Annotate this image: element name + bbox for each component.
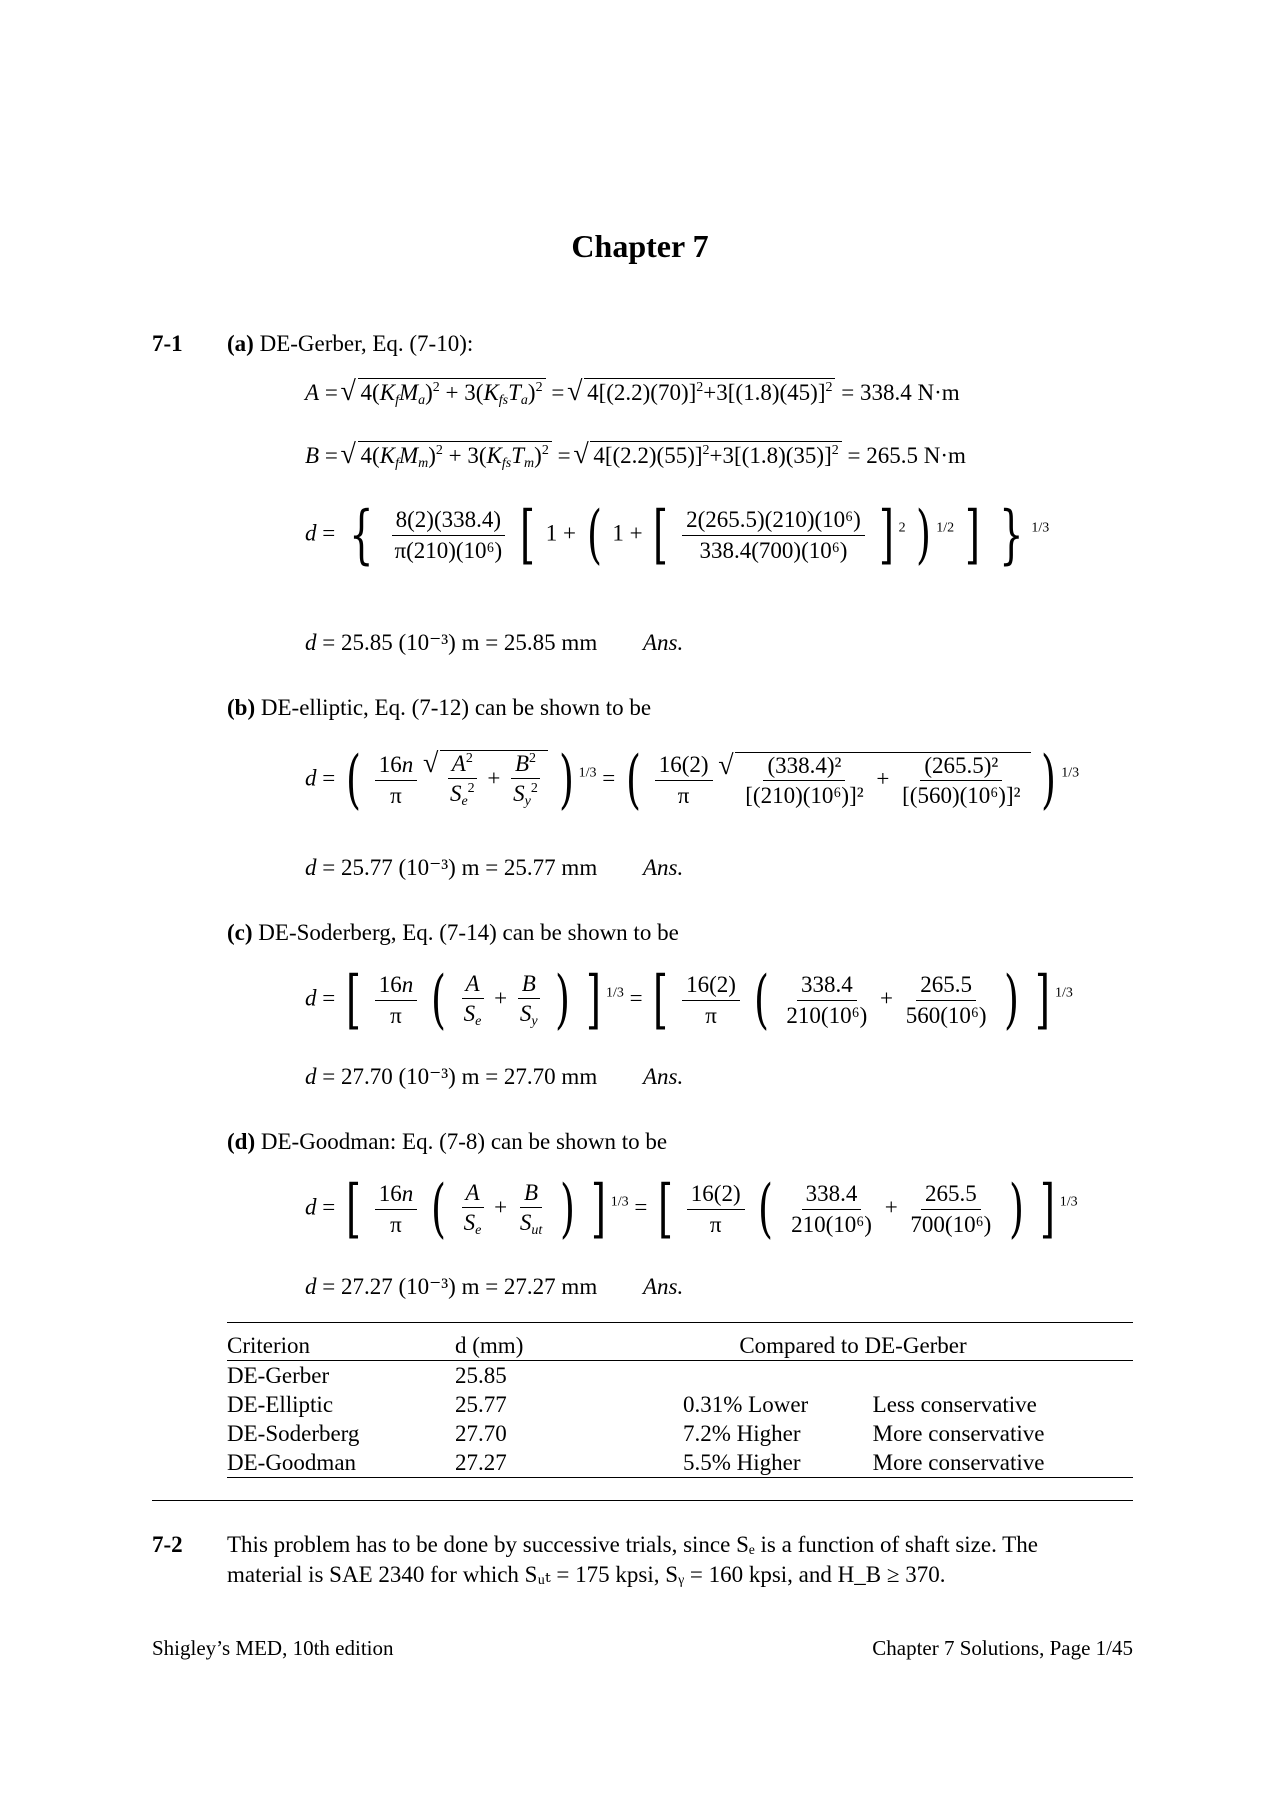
result-b-text: = 25.77 (10⁻³) m = 25.77 mm — [322, 855, 598, 880]
table-cell: 25.85 — [455, 1363, 507, 1388]
gerber-den: π(210)(10⁶) — [394, 537, 503, 563]
table-cell — [683, 1361, 873, 1391]
comparison-table — [227, 1331, 1133, 1478]
elliptic-num-1: √ (338.4)² — [763, 753, 845, 781]
table-cell: DE-Elliptic — [227, 1392, 334, 1417]
goodman-den-2: 700(10⁶) — [910, 1211, 992, 1237]
part-d-heading-text: DE-Goodman: Eq. (7-8) can be shown to be — [260, 1129, 668, 1154]
problem-2-line-2: material is SAE 2340 for which Sᵤₜ = 175 kpsi, Sᵧ = 160 kpsi, and H_B ≥ 370. — [227, 1562, 946, 1587]
part-a-heading-text: DE-Gerber, Eq. (7-10): — [259, 331, 474, 356]
table-cell: Less conservative — [872, 1392, 1037, 1417]
table-cell: 7.2% Higher — [683, 1421, 801, 1446]
result-c-text: = 27.70 (10⁻³) m = 27.70 mm — [322, 1064, 598, 1089]
equation-d-goodman: d = [ $\frac{16n}{\pi}$ ( $\frac{A}{S_e}$ + $\frac{B}{S_{ut}}$ ) ] $^{1/3}$ = [ $\frac{16(2)}{\pi}$ ( $\frac{338.4}{\text{210(10⁶)}}$ + $\frac{265.5}{\text{700(10⁶)}}$ ) ] $^{1/3}$ — [305, 1172, 1078, 1246]
equation-A: A = √ $4(K_fM_a)^2 + 3(K_{fs}T_a)^2$ = √ $4[(2.2)(70)]^2+3[(1.8)(45)]^2 = 338.4$ N·m — [305, 378, 960, 410]
part-c-label: (c) — [227, 920, 253, 945]
result-d — [305, 1274, 683, 1300]
result-c-lhs: d — [305, 1064, 317, 1089]
equation-d-gerber: d = { $\frac{8(2)(338.4)}{\text{π(210)(10⁶)}}$ [ 1 + ( 1 + [ $\frac{\text{2(265.5)(210)(10⁶)}}{\text{338.4(700)(10⁶)}}$ ] $^2$ ) $^{1/2}$ ] } $^{1/3}$ — [305, 498, 1050, 572]
equation-B: B = √ $4(K_fM_m)^2 + 3(K_{fs}T_m)^2$ = √ $4[(2.2)(55)]^2+3[(1.8)(35)]^2 = 265.5$ N·m — [305, 441, 966, 473]
part-d-heading — [227, 1129, 667, 1155]
soderberg-den-2: 560(10⁶) — [905, 1002, 987, 1028]
part-b-heading-text: DE-elliptic, Eq. (7-12) can be shown to be — [260, 695, 652, 720]
header-compared: Compared to DE-Gerber — [683, 1331, 1133, 1361]
gerber-num: 8(2)(338.4) — [392, 507, 505, 535]
gerber-inner-num: 2(265.5)(210)(10⁶) — [682, 507, 865, 535]
part-a-heading — [227, 331, 473, 357]
result-a — [305, 630, 683, 656]
result-b — [305, 855, 683, 881]
table-cell: 25.77 — [455, 1392, 507, 1417]
problem-number-7-1: 7-1 — [152, 331, 183, 356]
soderberg-den-1: 210(10⁶) — [786, 1002, 868, 1028]
table-cell: 0.31% Lower — [683, 1392, 809, 1417]
goodman-num-2: 265.5 — [921, 1181, 981, 1209]
B-numeric: 4[(2.2)(55)] — [593, 443, 703, 468]
table-cell: DE-Goodman — [227, 1448, 455, 1478]
part-a-label: (a) — [227, 331, 254, 356]
table-cell: 27.70 — [455, 1421, 507, 1446]
table-row — [227, 1448, 1133, 1478]
elliptic-den-2: [(560)(10⁶)]² — [902, 783, 1021, 808]
result-d-ans: Ans. — [642, 1274, 684, 1299]
table-cell: 5.5% Higher — [683, 1448, 873, 1478]
result-c — [305, 1064, 683, 1090]
equation-d-soderberg: d = [ $\frac{16n}{\pi}$ ( $\frac{A}{S_e}$ + $\frac{B}{S_y}$ ) ] $^{1/3}$ = [ $\frac{16(2)}{\pi}$ ( $\frac{338.4}{\text{210(10⁶)}}$ + $\frac{265.5}{\text{560(10⁶)}}$ ) ] $^{1/3}$ — [305, 963, 1073, 1037]
table-cell: DE-Soderberg — [227, 1421, 360, 1446]
equation-d-elliptic: d = ( $\frac{16n}{\pi}$ √ $\frac{A^2}{S_e^2}$ + $\frac{B^2}{S_y^2}$ ) $^{1/3}$ = ( $\frac{16(2)}{\pi}$ √ $\frac{\text{(338.4)²}}{\text{[(210)(10⁶)]²}}$ + $\frac{\text{(265.5)²}}{\text{[(560)(10⁶)]²}}$ ) $^{1/3}$ — [305, 748, 1079, 812]
goodman-num-1: 338.4 — [802, 1181, 862, 1209]
part-b-label: (b) — [227, 695, 256, 720]
part-c-heading-text: DE-Soderberg, Eq. (7-14) can be shown to be — [258, 920, 679, 945]
B-numeric-2: +3[(1.8)(35)] — [709, 443, 832, 468]
A-numeric: 4[(2.2)(70)] — [587, 380, 697, 405]
problem-number-7-2: 7-2 — [152, 1532, 183, 1557]
problem-separator-rule — [152, 1500, 1133, 1501]
A-result: = 338.4 N·m — [841, 380, 960, 405]
part-d-label: (d) — [227, 1129, 256, 1154]
problem-2-line-1: This problem has to be done by successive trials, since Sₑ is a function of shaft size. The — [227, 1532, 1038, 1557]
A-numeric-2: +3[(1.8)(45)] — [703, 380, 826, 405]
header-d: d (mm) — [455, 1331, 683, 1361]
result-d-lhs: d — [305, 1274, 317, 1299]
result-a-text: = 25.85 (10⁻³) m = 25.85 mm — [322, 630, 598, 655]
table-cell: More conservative — [872, 1421, 1045, 1446]
table-cell: More conservative — [873, 1448, 1133, 1478]
result-b-lhs: d — [305, 855, 317, 880]
result-c-ans: Ans. — [642, 1064, 684, 1089]
table-cell — [873, 1361, 1133, 1391]
header-criterion: Criterion — [227, 1331, 455, 1361]
soderberg-num-1: 338.4 — [797, 972, 857, 1000]
result-d-text: = 27.27 (10⁻³) m = 27.27 mm — [322, 1274, 598, 1299]
part-b-heading — [227, 695, 651, 721]
table-top-rule — [227, 1322, 1133, 1323]
result-a-ans: Ans. — [642, 630, 684, 655]
footer-right: Chapter 7 Solutions, Page 1/45 — [872, 1636, 1133, 1660]
table-row — [227, 1390, 1133, 1419]
elliptic-den-1: [(210)(10⁶)]² — [745, 783, 864, 808]
table-header-row — [227, 1331, 1133, 1361]
table-row — [227, 1361, 1133, 1391]
chapter-title: Chapter 7 — [571, 228, 709, 264]
footer-left: Shigley’s MED, 10th edition — [152, 1636, 394, 1660]
B-result: = 265.5 N·m — [847, 443, 966, 468]
part-c-heading — [227, 920, 679, 946]
result-b-ans: Ans. — [642, 855, 684, 880]
goodman-den-1: 210(10⁶) — [791, 1211, 872, 1237]
elliptic-num-2: (265.5)² — [920, 753, 1002, 781]
table-cell: DE-Gerber — [227, 1363, 330, 1388]
result-a-lhs: d — [305, 630, 317, 655]
table-row — [227, 1419, 1133, 1448]
gerber-inner-den: 338.4(700)(10⁶) — [699, 537, 848, 563]
table-cell: 27.27 — [455, 1448, 683, 1478]
soderberg-num-2: 265.5 — [916, 972, 976, 1000]
